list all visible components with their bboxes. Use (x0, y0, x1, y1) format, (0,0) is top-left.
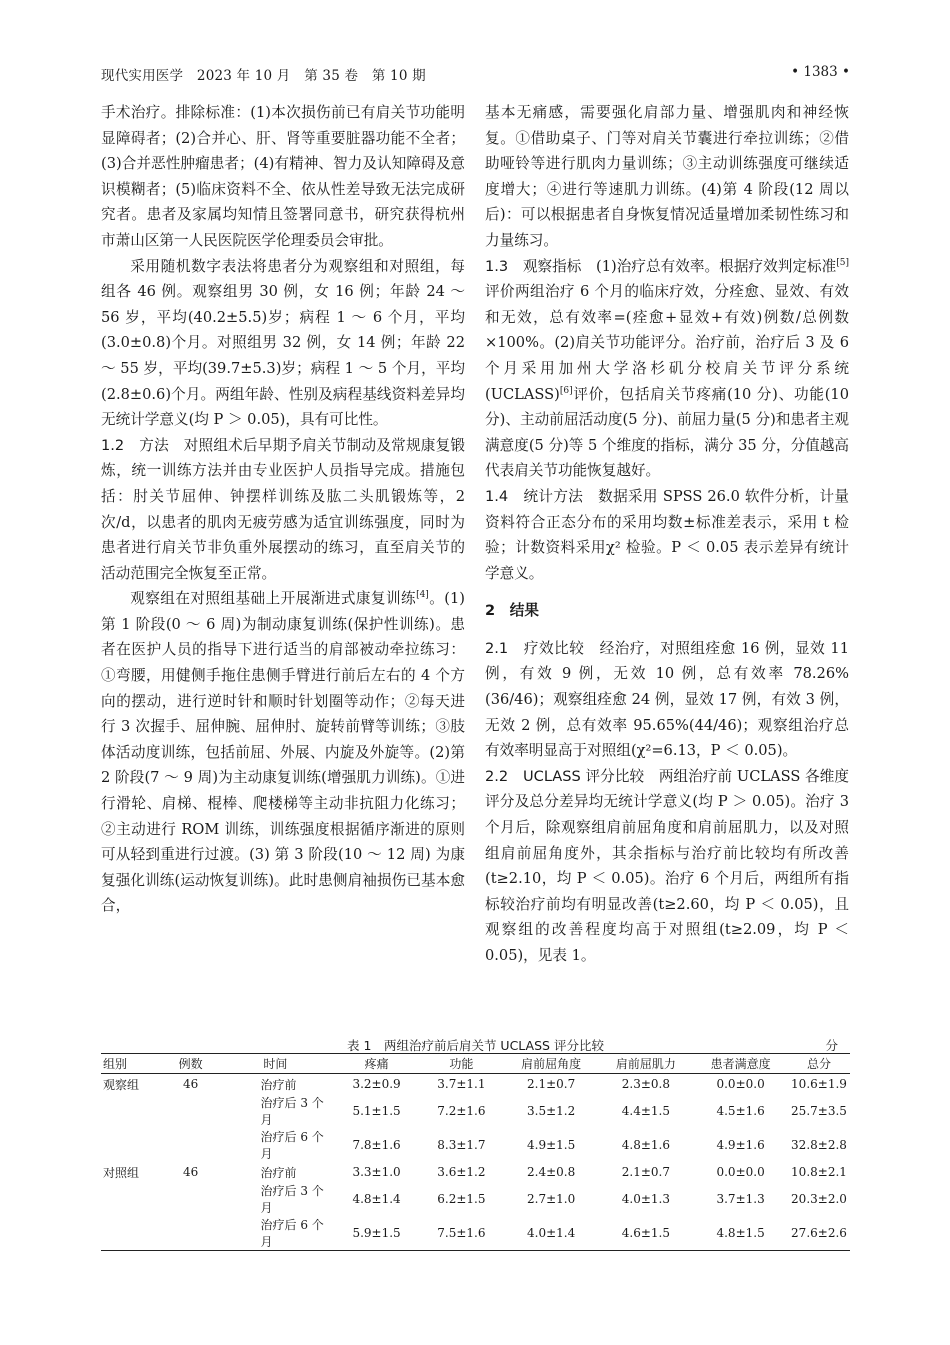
exclusion-criteria-paragraph: 手术治疗。排除标准：(1)本次损伤前已有肩关节功能明显障碍者；(2)合并心、肝、肾等重要脏器功能不全者；(3)合并恶性肿瘤患者；(4)有精神、智力及认知障碍及意识模糊者；(5)临床资料不全、依从性差导致无法完成研究者。患者及家属均知情且签署同意书，研究获得杭州市萧山区第一人民医院医学伦理委员会审批。 (101, 104, 465, 249)
table-cell: 7.5±1.6 (419, 1216, 504, 1251)
table-cell: 治疗后 3 个月 (260, 1184, 324, 1215)
page-number: • 1383 • (791, 64, 850, 80)
table-cell: 对照组 (103, 1165, 140, 1180)
indicators-paragraph: 1.3 观察指标 (1)治疗总有效率。根据疗效判定标准[5]评价两组治疗 6 个月的临床疗效，分痊愈、显效、有效和无效，总有效率=(痊愈+显效+有效)例数/总例数×100%。(2)肩关节功能评分。治疗前，治疗后 3 及 6 个月采用加州大学洛杉矶分校肩关节评分系统(UCLASS)[6]评价，包括肩关节疼痛(10 分)、功能(10 分)、主动前屈活动度(5 分)、前屈力量(5 分)和患者主观满意度(5 分)等 5 个维度的指标，满分 35 分，分值越高代表肩关节功能恢复越好。 (485, 257, 849, 480)
table-row (101, 1094, 850, 1128)
table-cell: 4.8±1.4 (352, 1192, 401, 1206)
table-cell: 2.4±0.8 (527, 1165, 576, 1179)
citation-4: [4] (416, 590, 429, 601)
right-column (485, 100, 849, 969)
table-title: 表 1 两组治疗前后肩关节 UCLASS 评分比较 (347, 1038, 604, 1053)
table-header-cell: 患者满意度 (693, 1054, 788, 1074)
table-cell: 27.6±2.6 (788, 1216, 850, 1251)
table-cell: 10.6±1.9 (791, 1077, 847, 1091)
table-cell: 2.1±0.7 (527, 1077, 576, 1091)
table-row (101, 1074, 850, 1095)
table-cell: 0.0±0.0 (716, 1077, 765, 1091)
table-cell: 2.7±1.0 (527, 1192, 576, 1206)
table-cell: 6.2±1.5 (437, 1192, 486, 1206)
uclass-score-table (101, 1053, 850, 1251)
observation-group-paragraph: 观察组在对照组基础上开展渐进式康复训练[4]。(1)第 1 阶段(0 ～ 6 周)为制动康复训练(保护性训练)。患者在医护人员的指导下进行适当的肩部被动牵拉练习：①弯腰，用健侧手拖住患侧手臂进行前后左右的 4 个方向的摆动，进行逆时针和顺时针划圈等动作；②每天进行 3 次握手、屈伸腕、屈伸肘、旋转前臂等训练；③肢体活动度训练，包括前屈、外展、内旋及外旋等。(2)第 2 阶段(7 ～ 9 周)为主动康复训练(增强肌力训练)。①进行滑轮、肩梯、棍棒、爬楼梯等主动非抗阻力化练习；②主动进行 ROM 训练，训练强度根据循序渐进的原则可从轻到重进行过渡。(3) 第 3 阶段(10 ～ 12 周) 为康复强化训练(运动恢复训练)。此时患侧肩袖损伤已基本愈合， (101, 590, 465, 915)
table-header-cell: 功能 (419, 1054, 504, 1074)
table-cell (165, 1094, 217, 1128)
table-cell: 3.5±1.2 (527, 1104, 576, 1118)
statistics-paragraph: 1.4 统计方法 数据采用 SPSS 26.0 软件分析，计量资料符合正态分布的采用均数±标准差表示，采用 t 检验；计数资料采用χ² 检验。P ＜ 0.05 表示差异有统计学意义。 (485, 487, 849, 582)
table-cell (165, 1128, 217, 1162)
table-header-cell: 疼痛 (334, 1054, 419, 1074)
section-heading-2-1: 2.1 疗效比较 (485, 639, 585, 657)
table-cell: 4.0±1.4 (504, 1216, 599, 1251)
table-cell: 2.3±0.8 (621, 1077, 670, 1091)
table-cell: 4.8±1.5 (693, 1216, 788, 1251)
table-cell: 46 (182, 1077, 199, 1091)
table-cell: 7.8±1.6 (352, 1138, 401, 1152)
table-cell: 3.2±0.9 (352, 1077, 401, 1091)
table-header-cell: 肩前屈肌力 (599, 1054, 694, 1074)
table-header-cell: 时间 (217, 1054, 335, 1074)
table-cell: 3.3±1.0 (352, 1165, 401, 1179)
table-header-cell: 组别 (101, 1054, 165, 1074)
left-column (101, 100, 465, 919)
table-row (101, 1216, 850, 1251)
citation-6: [6] (559, 385, 573, 396)
table-cell: 3.7±1.1 (437, 1077, 486, 1091)
table-cell: 4.9±1.6 (716, 1138, 765, 1152)
table-cell: 4.4±1.5 (621, 1104, 670, 1118)
table-cell: 4.6±1.5 (599, 1216, 694, 1251)
grouping-paragraph: 采用随机数字表法将患者分为观察组和对照组，每组各 46 例。观察组男 30 例，女 16 例；年龄 24 ～ 56 岁，平均(40.2±5.5)岁；病程 1 ～ 6 个月，平均(3.0±0.8)个月。对照组男 32 例，女 14 例；年龄 22 ～ 55 岁，平均(39.7±5.3)岁；病程 1 ～ 5 个月，平均(2.8±0.6)个月。两组年龄、性别及病程基线资料差异均无统计学意义(均 P ＞ 0.05)，具有可比性。 (101, 257, 465, 429)
table-cell: 治疗后 6 个月 (260, 1130, 324, 1161)
table-cell (101, 1094, 165, 1128)
table-header-cell: 肩前屈角度 (504, 1054, 599, 1074)
table-cell: 4.8±1.6 (621, 1138, 670, 1152)
table-cell (165, 1216, 217, 1251)
table-1 (101, 1036, 850, 1251)
table-cell: 20.3±2.0 (791, 1192, 847, 1206)
table-cell: 5.9±1.5 (334, 1216, 419, 1251)
table-cell: 治疗后 3 个月 (260, 1096, 324, 1127)
section-heading-2-2: 2.2 UCLASS 评分比较 (485, 767, 645, 785)
table-unit: 分 (825, 1038, 838, 1053)
table-cell: 0.0±0.0 (716, 1165, 765, 1179)
table-header-row (101, 1054, 850, 1074)
table-cell: 治疗后 6 个月 (217, 1216, 335, 1251)
table-header-cell: 总分 (788, 1054, 850, 1074)
methods-paragraph: 1.2 方法 对照组术后早期予肩关节制动及常规康复锻炼，统一训练方法并由专业医护人员指导完成。措施包括：肘关节屈伸、钟摆样训练及肱二头肌锻炼等，2 次/d，以患者的肌肉无疲劳感为适宜训练强度，同时为患者进行肩关节非负重外展摆动的练习，直至肩关节的活动范围完全恢复至正常。 (101, 436, 465, 582)
uclass-paragraph: 2.2 UCLASS 评分比较 两组治疗前 UCLASS 各维度评分及总分差异均无统计学意义(均 P ＞ 0.05)。治疗 3 个月后，除观察组肩前屈角度和肩前屈肌力，以及对照组肩前屈角度外，其余指标与治疗前比较均有所改善(t≥2.10，均 P ＜ 0.05)。治疗 6 个月后，两组所有指标较治疗前均有明显改善(t≥2.60，均 P ＜ 0.05)，且观察组的改善程度均高于对照组(t≥2.09，均 P ＜ 0.05)，见表 1。 (485, 767, 849, 964)
stage-continuation-paragraph: 基本无痛感，需要强化肩部力量、增强肌肉和神经恢复。①借助桌子、门等对肩关节囊进行牵拉训练；②借助哑铃等进行肌肉力量训练；③主动训练强度可继续适度增大；④进行等速肌力训练。(4)第 4 阶段(12 周以后)：可以根据患者自身恢复情况适量增加柔韧性练习和力量练习。 (485, 104, 849, 249)
table-cell: 4.5±1.6 (716, 1104, 765, 1118)
table-cell (101, 1128, 165, 1162)
table-cell: 3.6±1.2 (437, 1165, 486, 1179)
section-heading-1-4: 1.4 统计方法 (485, 487, 584, 505)
section-heading-results: 2 结果 (485, 602, 539, 620)
table-cell: 3.7±1.3 (716, 1192, 765, 1206)
table-cell: 4.9±1.5 (527, 1138, 576, 1152)
table-cell: 治疗前 (260, 1165, 297, 1180)
table-cell: 32.8±2.8 (791, 1138, 847, 1152)
citation-5: [5] (836, 257, 849, 268)
table-cell: 8.3±1.7 (437, 1138, 486, 1152)
table-cell: 25.7±3.5 (791, 1104, 847, 1118)
table-cell: 5.1±1.5 (352, 1104, 401, 1118)
table-cell: 7.2±1.6 (437, 1104, 486, 1118)
table-cell (165, 1182, 217, 1216)
table-cell: 46 (182, 1165, 199, 1179)
section-heading-1-2: 1.2 方法 (101, 436, 169, 454)
table-row (101, 1182, 850, 1216)
section-heading-1-3: 1.3 观察指标 (485, 257, 582, 275)
table-cell: 治疗前 (260, 1077, 297, 1092)
table-row (101, 1162, 850, 1182)
table-cell (101, 1182, 165, 1216)
table-cell (101, 1216, 165, 1251)
table-cell: 4.0±1.3 (621, 1192, 670, 1206)
table-cell: 2.1±0.7 (621, 1165, 670, 1179)
table-cell: 观察组 (103, 1077, 140, 1092)
table-row (101, 1128, 850, 1162)
table-cell: 10.8±2.1 (791, 1165, 847, 1179)
running-header-journal: 现代实用医学 2023 年 10 月 第 35 卷 第 10 期 (101, 68, 426, 84)
table-header-cell: 例数 (165, 1054, 217, 1074)
efficacy-paragraph: 2.1 疗效比较 经治疗，对照组痊愈 16 例，显效 11 例，有效 9 例，无效 10 例，总有效率 78.26%(36/46)；观察组痊愈 24 例，显效 17 例，有效 3 例，无效 2 例，总有效率 95.65%(44/46)；观察组治疗总有效率明显高于对照组(χ²=6.13，P ＜ 0.05)。 (485, 639, 850, 760)
